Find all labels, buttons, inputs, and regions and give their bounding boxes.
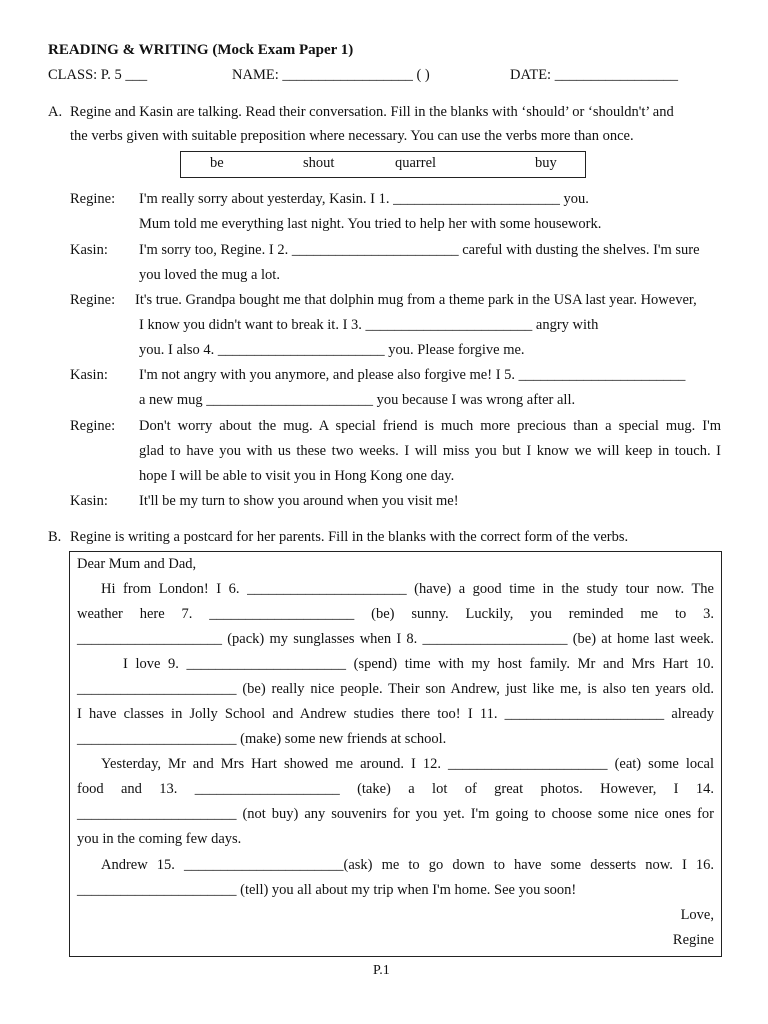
verb-box (180, 151, 586, 178)
verb-quarrel: quarrel (395, 155, 437, 171)
speaker-label: Regine: (70, 191, 116, 207)
speaker-label: Kasin: (70, 367, 108, 383)
dialogue-line: I know you didn't want to break it. I 3. _______________________ angry with (139, 317, 599, 333)
speaker-label: Kasin: (70, 242, 108, 258)
postcard-line: ____________________ (pack) my sunglasses when I 8. ____________________ (be) at home last week. (77, 631, 714, 647)
postcard-line: ______________________ (tell) you all about my trip when I'm home. See you soon! (77, 882, 577, 898)
postcard-line: I love 9. ______________________ (spend) time with my host family. Mr and Mrs Hart 10. (123, 656, 714, 672)
postcard-closing: Love, (680, 907, 714, 923)
dialogue-line: It'll be my turn to show you around when you visit me! (139, 493, 459, 509)
dialogue-line: you. I also 4. _______________________ you. Please forgive me. (139, 342, 525, 358)
dialogue-line: Don't worry about the mug. A special friend is much more precious than a special mug. I'm (139, 418, 721, 434)
dialogue-line: glad to have you with us these two weeks. I will miss you but I know we will keep in touch. I (139, 443, 721, 459)
postcard-line: ______________________ (be) really nice people. Their son Andrew, just like me, is also ten years old. (77, 681, 714, 697)
name-field: NAME: __________________ ( ) (232, 67, 430, 83)
dialogue-line: you loved the mug a lot. (139, 267, 280, 283)
dialogue-line: I'm really sorry about yesterday, Kasin. I 1. _______________________ you. (139, 191, 589, 207)
postcard-line: I have classes in Jolly School and Andrew studies there too! I 11. ______________________ already (77, 706, 714, 722)
section-a-instruction-line-1: Regine and Kasin are talking. Read their conversation. Fill in the blanks with ‘should’ or ‘shouldn't’ and (70, 104, 674, 120)
postcard-greeting: Dear Mum and Dad, (77, 556, 197, 572)
postcard-line: Yesterday, Mr and Mrs Hart showed me around. I 12. ______________________ (eat) some local (101, 756, 714, 772)
section-b-instruction: Regine is writing a postcard for her parents. Fill in the blanks with the correct form of the verbs. (70, 529, 629, 545)
speaker-label: Regine: (70, 418, 116, 434)
date-field: DATE: _________________ (510, 67, 678, 83)
postcard-line: you in the coming few days. (77, 831, 242, 847)
dialogue-line: Mum told me everything last night. You tried to help her with some housework. (139, 216, 602, 232)
class-field: CLASS: P. 5 ___ (48, 67, 148, 83)
postcard-line: weather here 7. ____________________ (be) sunny. Luckily, you reminded me to 3. (77, 606, 714, 622)
section-a-instruction-line-2: the verbs given with suitable preposition where necessary. You can use the verbs more than once. (70, 128, 634, 144)
page-title: READING & WRITING (Mock Exam Paper 1) (48, 42, 354, 58)
speaker-label: Kasin: (70, 493, 108, 509)
dialogue-line: I'm not angry with you anymore, and please also forgive me! I 5. _______________________ (139, 367, 686, 383)
postcard-signature: Regine (672, 932, 714, 948)
postcard-line: ______________________ (not buy) any souvenirs for you yet. I'm going to choose some nice ones for (77, 806, 714, 822)
verb-be: be (210, 155, 224, 171)
section-b-letter: B. (48, 529, 62, 545)
section-a-letter: A. (48, 104, 63, 120)
postcard-line: food and 13. ____________________ (take) a lot of great photos. However, I 14. (77, 781, 714, 797)
verb-shout: shout (303, 155, 335, 171)
postcard-line: ______________________ (make) some new friends at school. (77, 731, 447, 747)
postcard-line: Andrew 15. ______________________(ask) me to go down to have some desserts now. I 16. (101, 857, 714, 873)
verb-buy: buy (535, 155, 557, 171)
postcard-box (69, 551, 722, 957)
dialogue-line: I'm sorry too, Regine. I 2. _______________________ careful with dusting the shelves. I'm sure (139, 242, 700, 258)
dialogue-line: hope I will be able to visit you in Hong Kong one day. (139, 468, 455, 484)
dialogue-line: a new mug _______________________ you because I was wrong after all. (139, 392, 576, 408)
dialogue-line: It's true. Grandpa bought me that dolphin mug from a theme park in the USA last year. However, (135, 292, 697, 308)
postcard-line: Hi from London! I 6. ______________________ (have) a good time in the study tour now. The (101, 581, 714, 597)
page-number: P.1 (373, 963, 390, 978)
speaker-label: Regine: (70, 292, 116, 308)
